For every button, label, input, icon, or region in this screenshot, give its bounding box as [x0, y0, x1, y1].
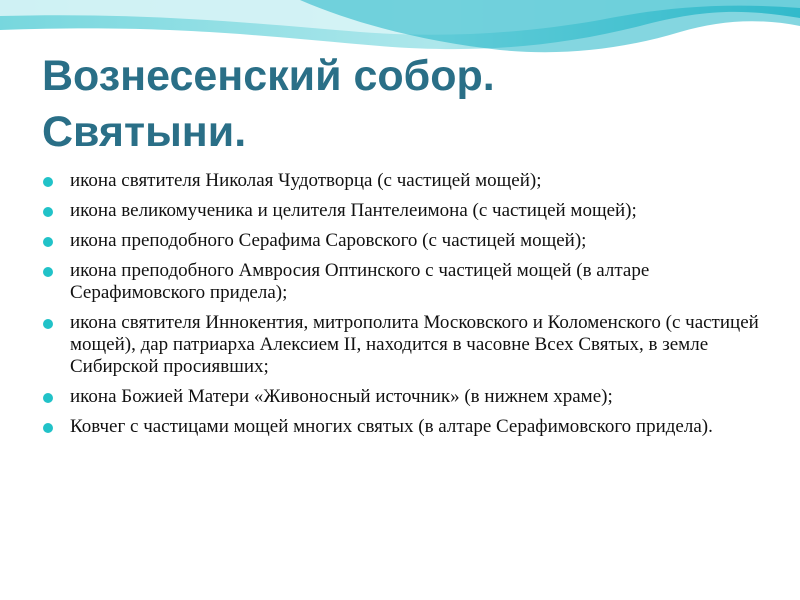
- bullet-item: [42, 200, 762, 222]
- bullet-dot-icon: [43, 393, 53, 403]
- bullet-text: икона великомученика и целителя Пантелеимона (с частицей мощей);: [70, 200, 637, 221]
- bullet-item: [42, 416, 762, 438]
- slide-title-line-1: Вознесенский собор.: [42, 52, 495, 100]
- bullet-text: Ковчег с частицами мощей многих святых (в алтаре Серафимовского придела).: [70, 416, 713, 437]
- bullet-list: [42, 170, 762, 446]
- slide-title: [42, 48, 762, 160]
- bullet-dot-icon: [43, 177, 53, 187]
- bullet-dot-icon: [43, 207, 53, 217]
- bullet-text: икона преподобного Серафима Саровского (с частицей мощей);: [70, 230, 587, 251]
- bullet-item: [42, 260, 762, 304]
- bullet-text: икона святителя Иннокентия, митрополита Московского и Коломенского (с частицей мощей), дар патриарха Алексием II, находится в часовне Всех Святых, в земле Сибирской просиявших;: [70, 312, 759, 377]
- bullet-text: икона Божией Матери «Живоносный источник» (в нижнем храме);: [70, 386, 613, 407]
- slide-title-line-2: Святыни.: [42, 108, 247, 156]
- bullet-dot-icon: [43, 423, 53, 433]
- bullet-text: икона преподобного Амвросия Оптинского с частицей мощей (в алтаре Серафимовского придела);: [70, 260, 650, 303]
- bullet-item: [42, 386, 762, 408]
- bullet-dot-icon: [43, 237, 53, 247]
- bullet-dot-icon: [43, 267, 53, 277]
- bullet-item: [42, 312, 762, 378]
- bullet-dot-icon: [43, 319, 53, 329]
- bullet-text: икона святителя Николая Чудотворца (с частицей мощей);: [70, 170, 542, 191]
- bullet-item: [42, 230, 762, 252]
- bullet-item: [42, 170, 762, 192]
